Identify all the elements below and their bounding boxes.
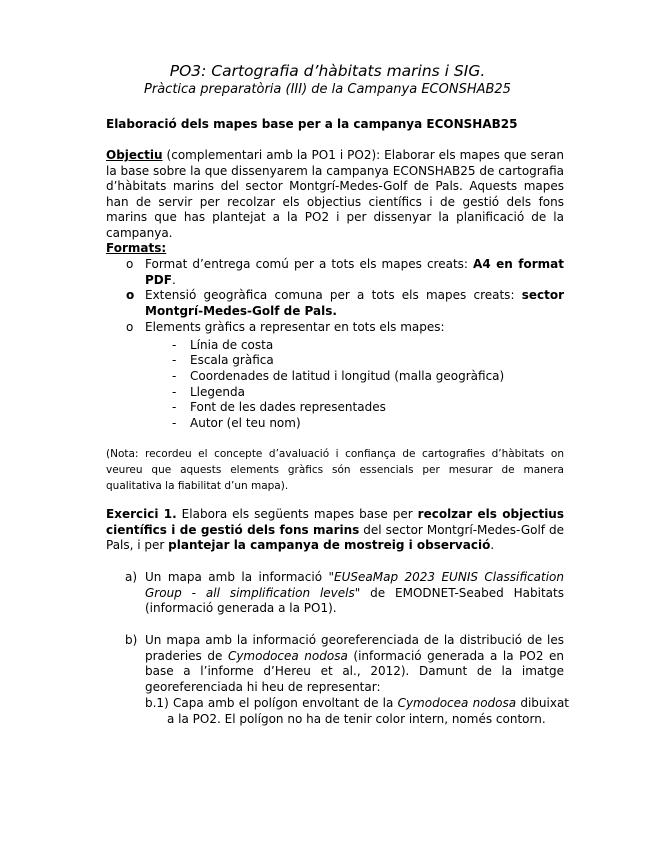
exercise-text: del sector Montgrí-Medes-Golf de Pals, i per [106, 522, 565, 552]
exercise-bold: recolzar els objectius científics i de gestió dels fons marins [106, 507, 564, 537]
document-subtitle: Pràctica preparatòria (III) de la Campanya ECONSHAB25 [144, 82, 511, 97]
item-italic: Cymodocea nodosa [397, 696, 517, 710]
format-item-text: Elements gràfics a representar en tots els mapes: [145, 320, 445, 334]
sub-item: Llegenda [190, 385, 245, 399]
format-item-page [145, 257, 564, 288]
item-text: (informació generada a la PO2 en base a l’informe d’Hereu et al., 2012). Damunt de la imatge georeferenciada hi heu de representar: [145, 648, 565, 694]
item-text: " de EMODNET-Seabed Habitats (informació generada a la PO1). [145, 585, 564, 615]
format-item-extent [145, 288, 564, 319]
sub-item: Línia de costa [190, 338, 274, 352]
format-item-bold: sector Montgrí-Medes-Golf de Pals. [145, 288, 564, 318]
item-text: b.1) Capa amb el polígon envoltant de la [145, 696, 398, 710]
dash-marker: - [172, 400, 177, 414]
format-item-text: Extensió geogràfica comuna per a tots els mapes creats: [145, 288, 522, 302]
format-item-text: . [171, 272, 176, 287]
sub-item: Autor (el teu nom) [190, 416, 301, 430]
item-italic: Cymodocea nodosa [227, 648, 348, 663]
item-text: dibuixat a la PO2. El polígon no ha de tenir color intern, només contorn. [167, 696, 570, 726]
list-marker: b) [125, 633, 138, 647]
exercise-bold: plantejar la campanya de mostreig i observació [168, 538, 491, 552]
exercise-text: Elabora els següents mapes base per [176, 507, 418, 521]
objective-paragraph [106, 148, 564, 241]
section-heading: Elaboració dels mapes base per a la campanya ECONSHAB25 [106, 117, 518, 131]
format-item-text: Format d’entrega comú per a tots els mapes creats: [145, 257, 474, 271]
dash-marker: - [172, 369, 177, 383]
dash-marker: - [172, 353, 177, 367]
item-text: Un mapa amb la informació " [145, 570, 335, 584]
sub-item: Coordenades de latitud i longitud (malla geogràfica) [190, 369, 505, 383]
dash-marker: - [172, 338, 177, 352]
item-b1-paragraph [145, 696, 569, 727]
list-marker: a) [125, 570, 138, 584]
dash-marker: - [172, 385, 177, 399]
item-italic: EUSeaMap 2023 EUNIS Classification Group - all simplification levels [145, 570, 565, 600]
item-text: Un mapa amb la informació georeferenciada de la distribució de les praderies de [145, 633, 564, 663]
formats-heading: Formats: [106, 241, 167, 255]
objective-text: (complementari amb la PO1 i PO2): Elaborar els mapes que seran la base sobre la que dissenyarem la campanya ECONSHAB25 de cartografia d’hàbitats marins del sector Montgrí-Medes-Golf de Pals. Aquests mapes han de servir per recolzar els objectius científics i de gestió dels fons marins que has plantejat a la PO2 i per dissenyar la planificació de la campanya. [106, 148, 564, 240]
note-paragraph: (Nota: recordeu el concepte d’avaluació i confiança de cartografies d’hàbitats on veureu que aquests elements gràfics són essencials per mesurar de manera qualitativa la fiabilitat d’un mapa). [106, 448, 564, 492]
sub-item: Escala gràfica [190, 353, 274, 367]
document-title: PO3: Cartografia d’hàbitats marins i SIG. [169, 62, 486, 80]
exercise-label: Exercici 1. [106, 507, 177, 521]
sub-item: Font de les dades representades [190, 400, 386, 414]
dash-marker: - [172, 416, 177, 430]
item-b-paragraph [145, 633, 564, 695]
format-item-elements [145, 320, 564, 336]
exercise-paragraph [106, 507, 564, 554]
list-marker: o [126, 257, 134, 271]
list-marker: o [126, 320, 134, 334]
exercise-text: . [490, 538, 495, 552]
format-item-bold: A4 en format PDF [145, 257, 564, 287]
item-a-paragraph [145, 570, 564, 617]
objective-label: Objectiu [106, 148, 163, 162]
list-marker: o [126, 288, 135, 302]
